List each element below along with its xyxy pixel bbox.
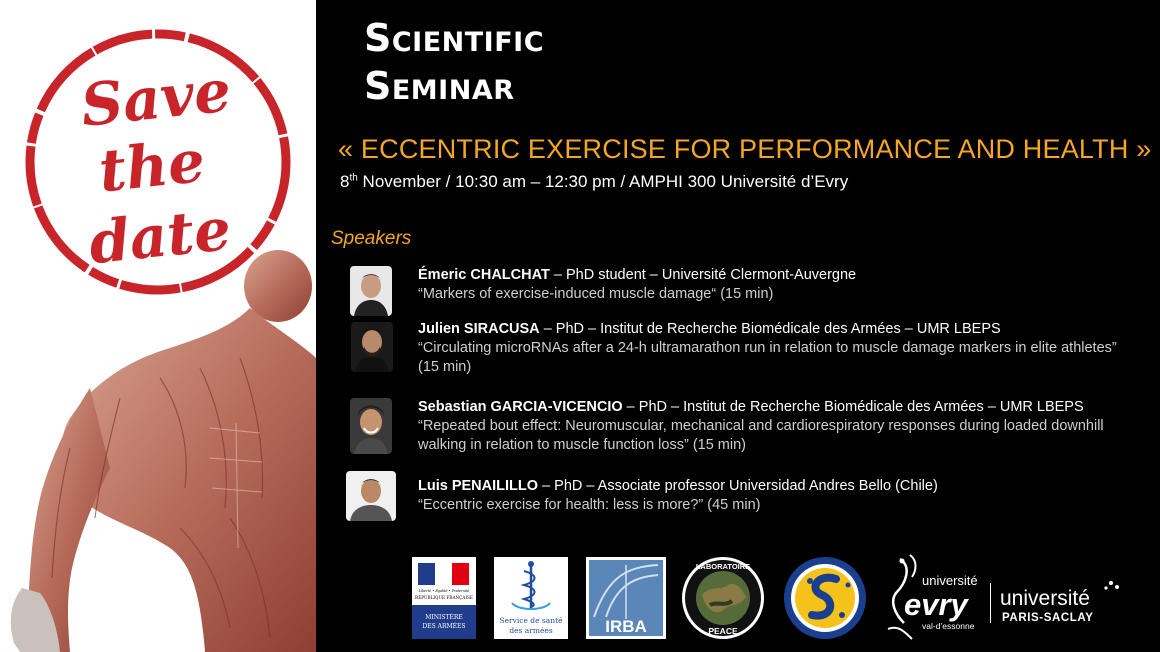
evry-universite-text: université <box>922 573 978 588</box>
ssa-line-1: Service de santé <box>499 616 563 625</box>
laboratoire-bottom-text: PEACE <box>708 626 738 636</box>
seminar-title <box>364 14 544 110</box>
laboratoire-top-text: LABORATOIRE <box>695 562 751 571</box>
speaker-role: – PhD – Institut de Recherche Biomédicale des Armées – UMR LBEPS <box>539 321 1001 337</box>
speaker-item <box>418 266 1138 304</box>
ministere-line-1: MINISTÈRE <box>425 614 463 621</box>
title-line-2: Seminar <box>364 64 515 108</box>
irba-text: IRBA <box>605 617 647 636</box>
details-rest: November / 10:30 am – 12:30 pm / AMPHI 300 Université d’Evry <box>357 172 849 191</box>
speaker-role: – PhD – Associate professor Universidad Andres Bello (Chile) <box>538 478 938 494</box>
stamp-word-date: date <box>85 194 234 278</box>
speaker-item <box>418 398 1138 455</box>
details-day: 8 <box>340 172 350 191</box>
saclay-name-text: PARIS-SACLAY <box>1002 612 1094 624</box>
speaker-name: Luis PENAILILLO <box>418 478 539 494</box>
ministere-des-armees-logo <box>412 557 476 639</box>
saclay-universite-text: université <box>1000 587 1090 610</box>
speaker-name: Sebastian GARCIA-VICENCIO <box>418 399 623 415</box>
stamp-word-the: the <box>95 126 209 206</box>
rf-name: RÉPUBLIQUE FRANÇAISE <box>415 595 473 600</box>
muscle-anatomy-figure <box>0 248 316 652</box>
speaker-role: – PhD student – Université Clermont-Auvergne <box>549 267 857 283</box>
service-de-sante-logo <box>494 557 568 639</box>
rf-motto: Liberté • Égalité • Fraternité <box>418 589 470 593</box>
left-panel <box>0 0 316 652</box>
speaker-photo-penailillo <box>346 471 396 521</box>
universite-paris-saclay-logo <box>998 577 1128 629</box>
universite-evry-logo <box>882 553 986 643</box>
speaker-item <box>418 320 1138 377</box>
ssa-line-2: des armées <box>509 626 553 635</box>
irba-logo <box>586 557 666 639</box>
evry-name-text: evry <box>904 587 968 622</box>
logo-divider <box>990 583 991 623</box>
speaker-photo-chalchat <box>350 266 392 316</box>
seminar-details <box>340 172 848 192</box>
stamp-word-save: Save <box>77 56 235 140</box>
speaker-talk: “Eccentric exercise for health: less is more?” (45 min) <box>418 497 761 513</box>
evry-sub-text: val-d’essonne <box>922 621 975 631</box>
laboratoire-peace-logo <box>680 555 766 641</box>
speaker-talk: “Markers of exercise-induced muscle damage“ (15 min) <box>418 286 774 302</box>
speaker-talk: “Circulating microRNAs after a 24-h ultramarathon run in relation to muscle damage markers in elite athletes” (15 min) <box>418 340 1117 375</box>
speaker-photo-siracusa <box>351 322 393 372</box>
lbeps-circle-logo <box>782 555 868 641</box>
speaker-talk: “Repeated bout effect: Neuromuscular, mechanical and cardiorespiratory responses during loaded downhill walking in relation to muscle function loss” (15 min) <box>418 418 1104 453</box>
speakers-heading: Speakers <box>331 228 412 249</box>
speaker-name: Émeric CHALCHAT <box>418 267 550 283</box>
seminar-subtitle: « ECCENTRIC EXERCISE FOR PERFORMANCE AND HEALTH » <box>338 134 1152 164</box>
speaker-role: – PhD – Institut de Recherche Biomédicale des Armées – UMR LBEPS <box>622 399 1084 415</box>
title-line-1: Scientific <box>364 16 545 60</box>
speaker-photo-garcia-vicencio <box>350 398 392 454</box>
speaker-item <box>418 477 1138 515</box>
details-day-suffix: th <box>349 172 358 184</box>
ministere-line-2: DES ARMÉES <box>422 623 466 630</box>
speaker-name: Julien SIRACUSA <box>418 321 540 337</box>
